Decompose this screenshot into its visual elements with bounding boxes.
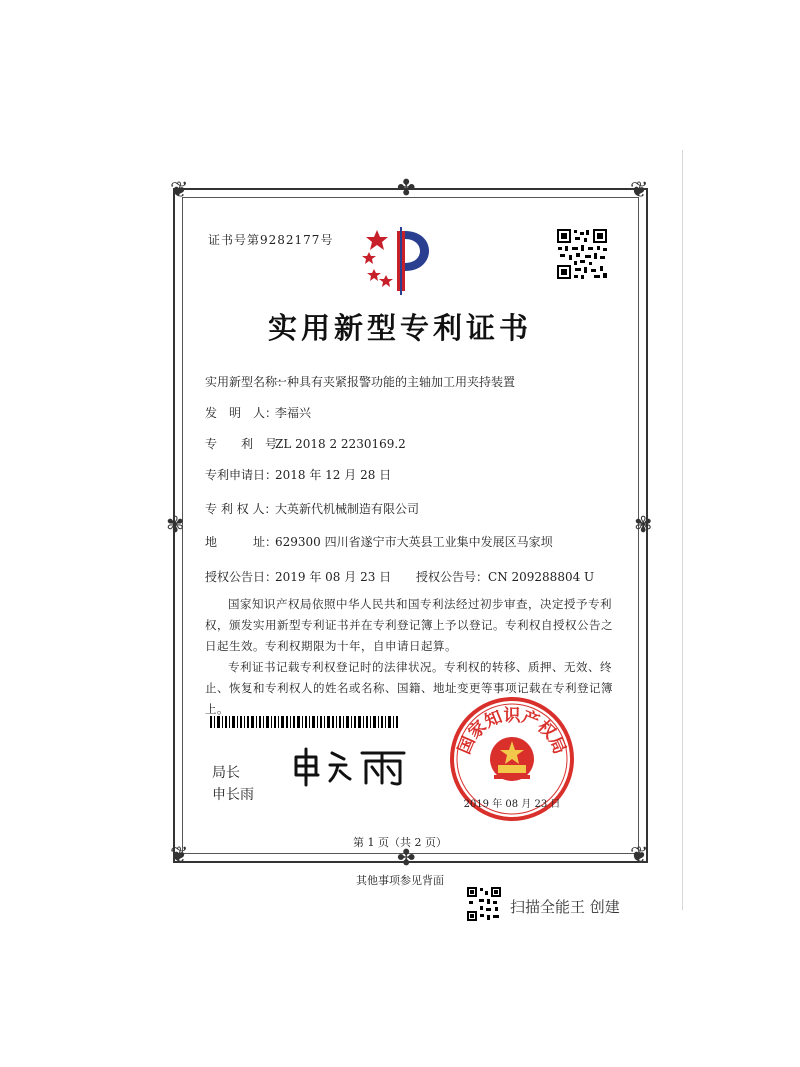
field-value: 2019 年 08 月 23 日	[275, 570, 392, 584]
director-title: 局长	[212, 765, 240, 781]
certificate-title: 实用新型专利证书	[267, 311, 532, 345]
field-label: 专 利 号：	[205, 437, 290, 451]
director-name: 申长雨	[212, 787, 254, 803]
field-value: 一种具有夹紧报警功能的主轴加工用夹持装置	[275, 375, 516, 389]
footer-note: 其他事项参见背面	[356, 874, 444, 887]
handwritten-signature	[292, 745, 412, 787]
field-value: 2018 年 12 月 28 日	[275, 468, 392, 482]
field-inventor	[205, 404, 311, 421]
field-address	[205, 533, 553, 550]
field-filing-date	[205, 466, 391, 483]
ornament-right-middle: ✾	[634, 513, 653, 538]
page-edge	[682, 150, 683, 910]
field-label: 实用新型名称：	[205, 375, 290, 389]
scanner-text: 扫描全能王 创建	[510, 898, 620, 916]
certificate-number: 证书号第9282177号	[208, 233, 334, 247]
ornament-bottom-center: ✤	[397, 846, 416, 871]
page-number: 第 1 页（共 2 页）	[353, 836, 447, 849]
official-seal	[448, 695, 576, 823]
ornament-bottom-right: ❦	[630, 843, 649, 868]
field-patentee	[205, 500, 419, 517]
field-utility-model-name	[205, 373, 515, 390]
field-label: 专利申请日：	[205, 468, 278, 482]
scanner-qr-icon	[466, 886, 502, 922]
field-grant-number	[416, 568, 594, 585]
field-grant-date	[205, 568, 391, 585]
field-value: 李福兴	[275, 406, 312, 420]
field-label: 授权公告号：	[416, 570, 489, 584]
body-paragraph-1: 国家知识产权局依照中华人民共和国专利法经过初步审查，决定授予专利权，颁发实用新型专利证书并在专利登记簿上予以登记。专利权自授权公告之日起生效。专利权期限为十年，自申请日起算。	[205, 597, 613, 653]
field-patent-number	[205, 435, 406, 452]
ornament-left-middle: ✾	[166, 513, 185, 538]
field-value: ZL 2018 2 2230169.2	[275, 437, 406, 451]
field-label: 授权公告日：	[205, 570, 278, 584]
field-value: CN 209288804 U	[488, 570, 595, 584]
field-label: 专 利 权 人：	[205, 502, 277, 516]
seal-text: 国家知识产权局	[454, 706, 570, 758]
ornament-top-right: ❦	[630, 178, 649, 203]
field-label: 地 址：	[205, 535, 278, 549]
seal-date: 2019 年 08 月 23 日	[463, 799, 561, 810]
barcode-icon	[210, 716, 400, 728]
ornament-top-center: ✤	[397, 176, 416, 201]
field-value: 629300 四川省遂宁市大英县工业集中发展区马家坝	[275, 535, 553, 549]
ornament-top-left: ❦	[170, 178, 189, 203]
cnipa-logo-icon	[357, 225, 443, 297]
body-paragraph-2: 专利证书记载专利权登记时的法律状况。专利权的转移、质押、无效、终止、恢复和专利权人的姓名或名称、国籍、地址变更等事项记载在专利登记簿上。	[205, 660, 613, 716]
field-value: 大英新代机械制造有限公司	[275, 502, 420, 516]
ornament-bottom-left: ❦	[170, 843, 189, 868]
field-label: 发 明 人：	[205, 406, 278, 420]
qr-code-icon	[556, 228, 608, 280]
